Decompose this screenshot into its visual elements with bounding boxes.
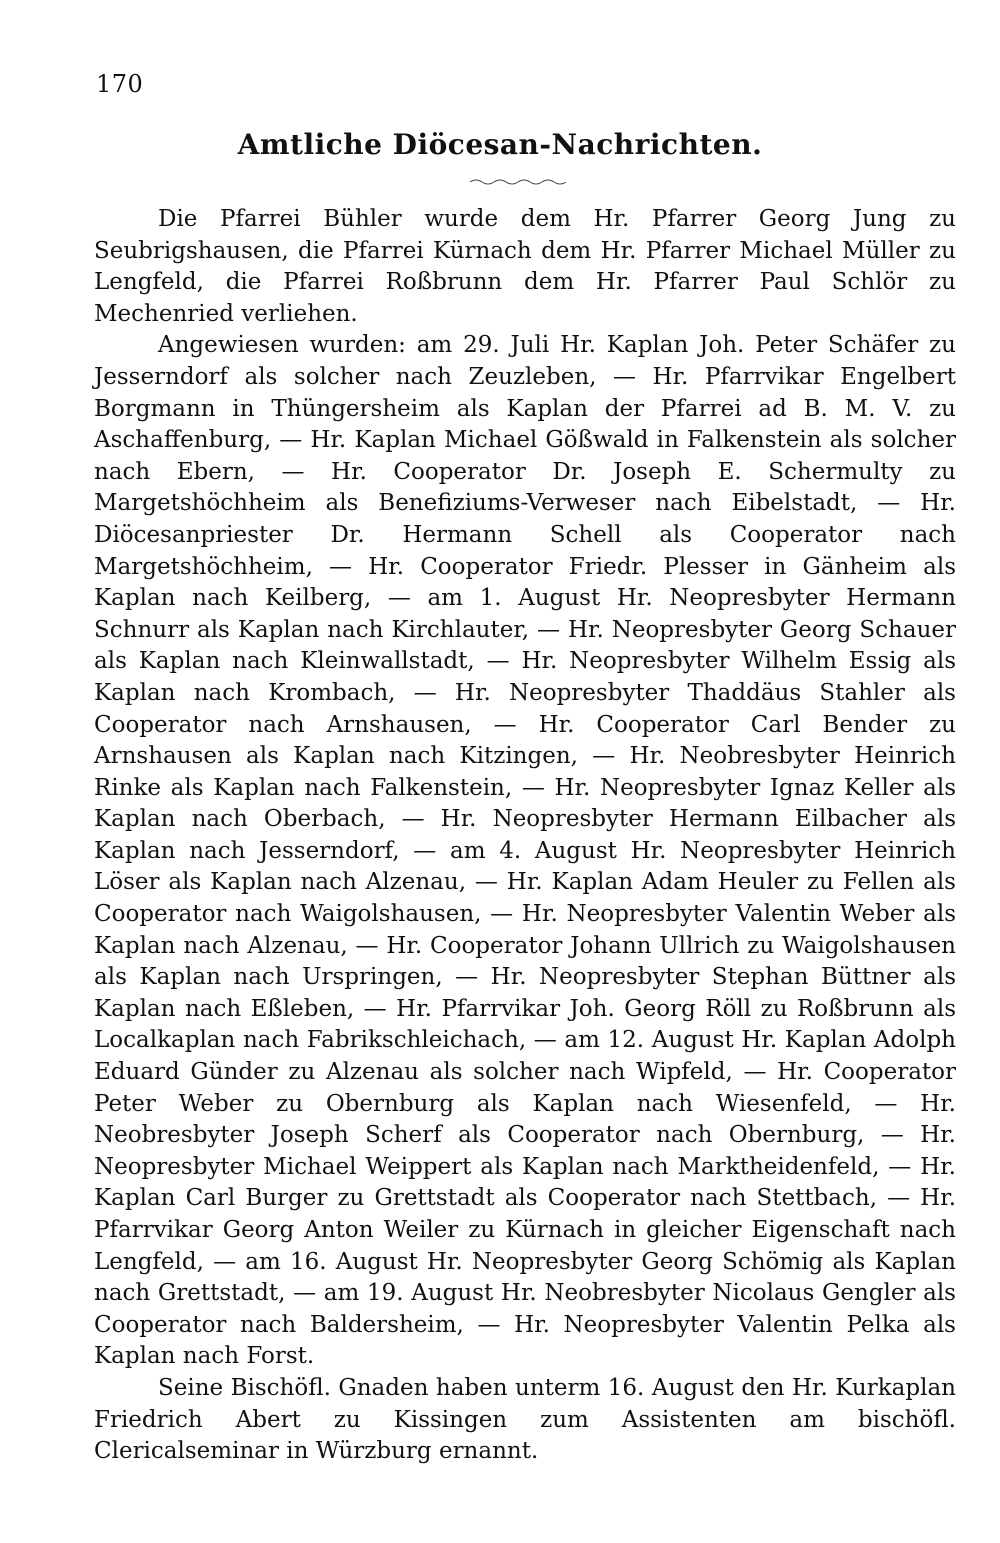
page-title: Amtliche Diöcesan-Nachrichten. — [237, 128, 763, 161]
paragraph-seminary-appointment: Seine Bischöfl. Gnaden haben unterm 16. August den Hr. Kurkaplan Friedrich Abert zu Kissingen zum Assistenten am bischöfl. Clericalseminar in Würzburg ernannt. — [94, 1374, 956, 1465]
paragraph-clergy-appointments: Angewiesen wurden: am 29. Juli Hr. Kaplan Joh. Peter Schäfer zu Jesserndorf als solcher nach Zeuzleben, — Hr. Pfarrvikar Engelbert Borgmann in Thüngersheim als Kaplan der Pfarrei ad B. M. V. zu Aschaffenburg, — Hr. Kaplan Michael Gößwald in Falkenstein als solcher nach Ebern, — Hr. Cooperator Dr. Joseph E. Schermulty zu Margetshöchheim als Benefiziums-Verweser nach Eibelstadt, — Hr. Diöcesanpriester Dr. Hermann Schell als Cooperator nach Margetshöchheim, — Hr. Cooperator Friedr. Plesser in Gänheim als Kaplan nach Keilberg, — am 1. August Hr. Neopresbyter Hermann Schnurr als Kaplan nach Kirchlauter, — Hr. Neopresbyter Georg Schauer als Kaplan nach Kleinwallstadt, — Hr. Neopresbyter Wilhelm Essig als Kaplan nach Krombach, — Hr. Neopresbyter Thaddäus Stahler als Cooperator nach Arnshausen, — Hr. Cooperator Carl Bender zu Arnshausen als Kaplan nach Kitzingen, — Hr. Neobresbyter Heinrich Rinke als Kaplan nach Falkenstein, — Hr. Neopresbyter Ignaz Keller als Kaplan nach Oberbach, — Hr. Neopresbyter Hermann Eilbacher als Kaplan nach Jesserndorf, — am 4. August Hr. Neopresbyter Heinrich Löser als Kaplan nach Alzenau, — Hr. Kaplan Adam Heuler zu Fellen als Cooperator nach Waigolshausen, — Hr. Neopresbyter Valentin Weber als Kaplan nach Alzenau, — Hr. Cooperator Johann Ullrich zu Waigolshausen als Kaplan nach Urspringen, — Hr. Neopresbyter Stephan Büttner als Kaplan nach Eßleben, — Hr. Pfarrvikar Joh. Georg Röll zu Roßbrunn als Localkaplan nach Fabrikschleichach, — am 12. August Hr. Kaplan Adolph Eduard Günder zu Alzenau als solcher nach Wipfeld, — Hr. Cooperator Peter Weber zu Obernburg als Kaplan nach Wiesenfeld, — Hr. Neobresbyter Joseph Scherf als Cooperator nach Obernburg, — Hr. Neopresbyter Michael Weippert als Kaplan nach Marktheidenfeld, — Hr. Kaplan Carl Burger zu Grettstadt als Cooperator nach Stettbach, — Hr. Pfarrvikar Georg Anton Weiler zu Kürnach in gleicher Eigenschaft nach Lengfeld, — am 16. August Hr. Neopresbyter Georg Schömig als Kaplan nach Grettstadt, — am 19. August Hr. Neobresbyter Nicolaus Gengler als Cooperator nach Baldersheim, — Hr. Neopresbyter Valentin Pelka als Kaplan nach Forst. — [94, 332, 956, 1370]
body-text — [94, 204, 956, 1468]
page-number: 170 — [96, 70, 144, 98]
title-ornament — [468, 176, 572, 186]
paragraph-parish-assignments: Die Pfarrei Bühler wurde dem Hr. Pfarrer Georg Jung zu Seubrigshausen, die Pfarrei Kürnach dem Hr. Pfarrer Michael Müller zu Lengfeld, die Pfarrei Roßbrunn dem Hr. Pfarrer Paul Schlör zu Mechenried verliehen. — [94, 206, 956, 327]
